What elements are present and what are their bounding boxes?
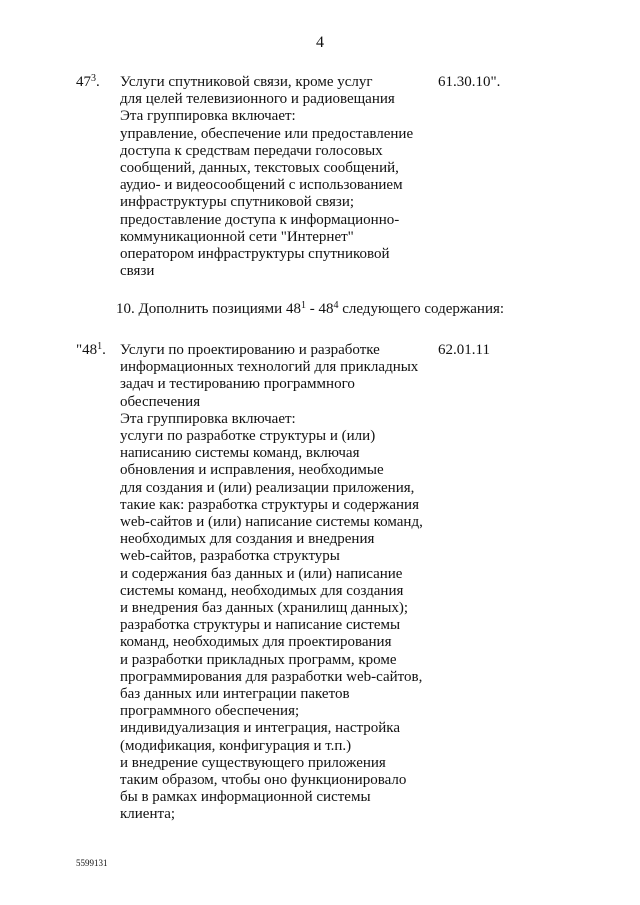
entry-number bbox=[76, 342, 106, 359]
entry-line: и внедрение существующего приложения bbox=[120, 754, 386, 771]
instruction-superscript-2: 4 bbox=[333, 300, 339, 311]
entry-line: связи bbox=[120, 263, 155, 280]
entry-number-prefix: "48 bbox=[76, 342, 98, 358]
document-footer-code: 5599131 bbox=[76, 858, 108, 868]
entry-line: системы команд, необходимых для создания bbox=[120, 582, 404, 599]
entry-line: обновления и исправления, необходимые bbox=[120, 462, 384, 479]
entry-number-base: 47 bbox=[76, 74, 91, 90]
entry-line: и разработки прикладных программ, кроме bbox=[120, 651, 397, 668]
entry-line: услуги по разработке структуры и (или) bbox=[120, 428, 376, 445]
entry-line: баз данных или интеграции пакетов bbox=[120, 686, 350, 703]
entry-line: управление, обеспечение или предоставление bbox=[120, 125, 414, 142]
entry-line: программирования для разработки web-сайтов, bbox=[120, 668, 423, 685]
amendment-instruction bbox=[116, 301, 504, 318]
entry-number-superscript: 3 bbox=[91, 73, 96, 84]
entry-line: бы в рамках информационной системы bbox=[120, 789, 371, 806]
entry-code: 61.30.10". bbox=[438, 74, 501, 90]
entry-line: клиента; bbox=[120, 806, 176, 823]
instruction-middle: - 48 bbox=[305, 301, 334, 317]
entry-line: необходимых для создания и внедрения bbox=[120, 531, 375, 548]
entry-line: для создания и (или) реализации приложения, bbox=[120, 479, 415, 496]
entry-line: задач и тестированию программного bbox=[120, 376, 355, 393]
entry-line: Эта группировка включает: bbox=[120, 410, 296, 427]
entry-number-suffix: . bbox=[102, 342, 106, 358]
entry-line: сообщений, данных, текстовых сообщений, bbox=[120, 160, 399, 177]
entry-line: доступа к средствам передачи голосовых bbox=[120, 142, 383, 159]
entry-line: написанию системы команд, включая bbox=[120, 445, 360, 462]
entry-line: Услуги по проектированию и разработке bbox=[120, 342, 380, 358]
entry-line: предоставление доступа к информационно- bbox=[120, 211, 400, 228]
entry-description bbox=[120, 74, 432, 280]
entry-line: команд, необходимых для проектирования bbox=[120, 634, 392, 651]
entry-line: оператором инфраструктуры спутниковой bbox=[120, 246, 390, 263]
entry-line: Эта группировка включает: bbox=[120, 108, 296, 125]
entry-number-superscript: 1 bbox=[97, 341, 103, 352]
entry-line: таким образом, чтобы оно функционировало bbox=[120, 772, 407, 789]
entry-number bbox=[76, 74, 100, 91]
entry-description bbox=[120, 342, 432, 824]
page-number: 4 bbox=[316, 34, 324, 51]
entry-line: web-сайтов, разработка структуры bbox=[120, 548, 340, 565]
entry-line: такие как: разработка структуры и содержания bbox=[120, 496, 419, 513]
entry-line: обеспечения bbox=[120, 393, 201, 410]
entry-line: программного обеспечения; bbox=[120, 703, 300, 720]
entry-line: и содержания баз данных и (или) написание bbox=[120, 565, 403, 582]
entry-line: индивидуализация и интеграция, настройка bbox=[120, 720, 400, 737]
entry-line: разработка структуры и написание системы bbox=[120, 617, 401, 634]
instruction-suffix: следующего содержания: bbox=[338, 301, 505, 317]
entry-line: (модификация, конфигурация и т.п.) bbox=[120, 737, 352, 754]
entry-number-suffix: . bbox=[96, 74, 100, 90]
entry-line: web-сайтов и (или) написание системы команд, bbox=[120, 514, 423, 531]
entry-line: и внедрения баз данных (хранилищ данных); bbox=[120, 600, 409, 617]
entry-line: информационных технологий для прикладных bbox=[120, 359, 419, 376]
entry-line: коммуникационной сети "Интернет" bbox=[120, 228, 354, 245]
entry-line: Услуги спутниковой связи, кроме услуг bbox=[120, 74, 373, 90]
instruction-prefix: 10. Дополнить позициями 48 bbox=[116, 301, 301, 317]
instruction-superscript-1: 1 bbox=[300, 300, 306, 311]
entry-code: 62.01.11 bbox=[438, 342, 490, 358]
entry-line: инфраструктуры спутниковой связи; bbox=[120, 194, 355, 211]
entry-line: для целей телевизионного и радиовещания bbox=[120, 91, 395, 108]
entry-line: аудио- и видеосообщений с использованием bbox=[120, 177, 403, 194]
